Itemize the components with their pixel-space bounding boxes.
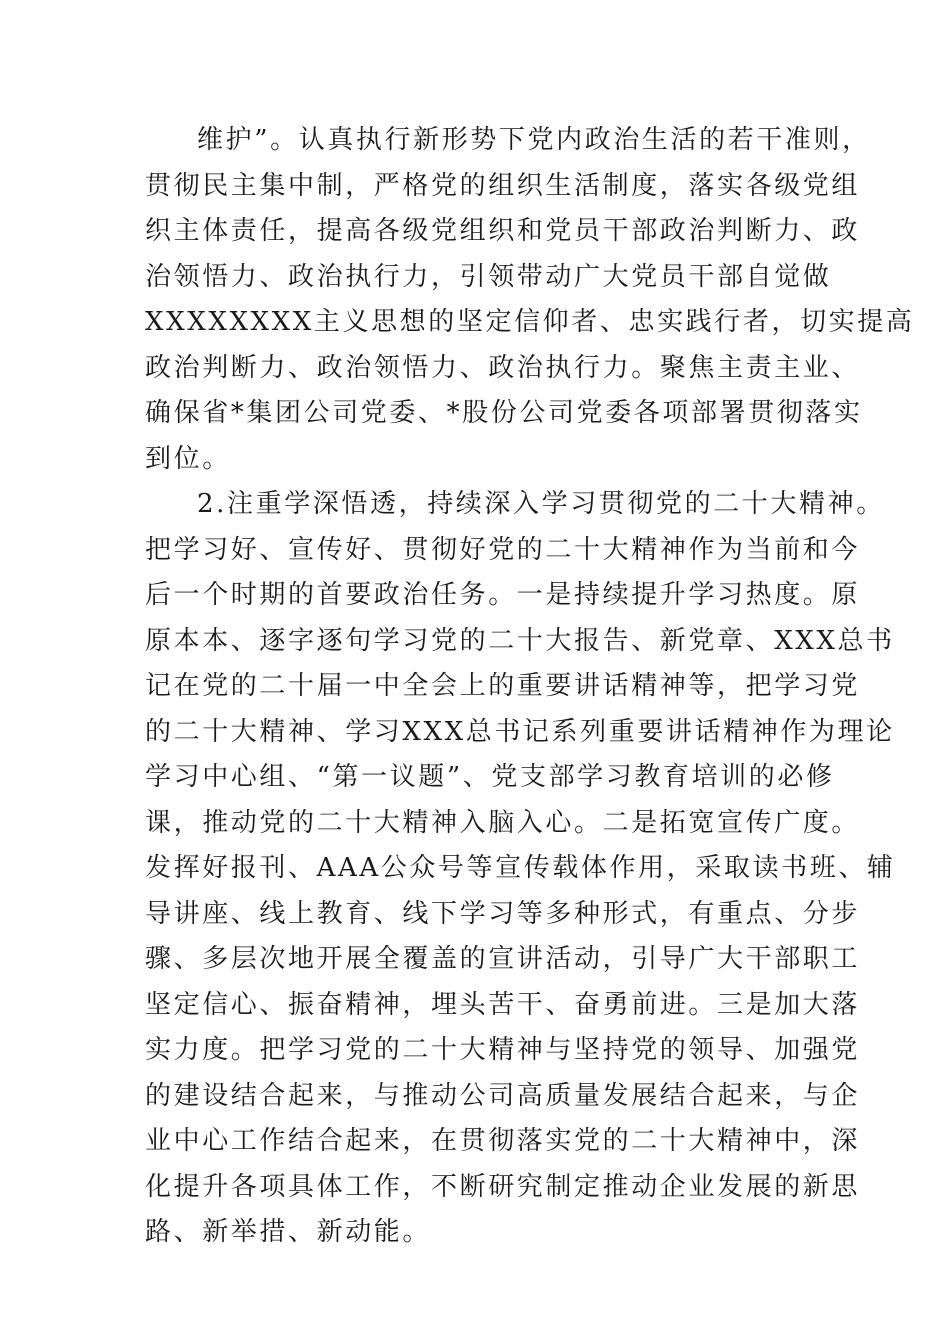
text-line: 织主体责任，提高各级党组织和党员干部政治判断力、政: [145, 216, 861, 246]
text-line: 化提升各项具体工作，不断研究制定推动企业发展的新思: [145, 1171, 861, 1202]
text-line: 导讲座、线上教育、线下学习等多种形式，有重点、分步: [145, 898, 861, 929]
body-text: [145, 118, 915, 1256]
text-line: 维护”。认真执行新形势下党内政治生活的若干准则，: [197, 125, 871, 155]
text-line: 学习中心组、“第一议题”、党支部学习教育培训的必修: [145, 762, 835, 792]
text-line: 政治判断力、政治领悟力、政治执行力。聚焦主责主业、: [145, 352, 861, 383]
text-line: 发挥好报刊、AAA公众号等宣传载体作用，采取读书班、辅: [145, 853, 896, 883]
paragraph-party-discipline: [145, 118, 915, 482]
text-line: 业中心工作结合起来，在贯彻落实党的二十大精神中，深: [145, 1126, 861, 1156]
text-line: 的二十大精神、学习XXX总书记系列重要讲话精神作为理论: [145, 716, 895, 747]
text-line: 到位。: [145, 443, 231, 474]
text-line: 课，推动党的二十大精神入脑入心。二是拓宽宣传广度。: [145, 807, 861, 838]
text-line: XXXXXXXX主义思想的坚定信仰者、忠实践行者，切实提高: [145, 307, 915, 337]
paragraph-study-spirit: [145, 482, 896, 1256]
text-line: 后一个时期的首要政治任务。一是持续提升学习热度。原: [145, 580, 861, 610]
text-line: 实力度。把学习党的二十大精神与坚持党的领导、加强党: [145, 1035, 861, 1065]
text-line: 骤、多层次地开展全覆盖的宣讲活动，引导广大干部职工: [145, 944, 861, 974]
text-line: 的建设结合起来，与推动公司高质量发展结合起来，与企: [145, 1080, 861, 1111]
text-line: 记在党的二十届一中全会上的重要讲话精神等，把学习党: [145, 671, 861, 701]
text-line: 贯彻民主集中制，严格党的组织生活制度，落实各级党组: [145, 170, 861, 201]
text-line: 坚定信心、振奋精神，埋头苦干、奋勇前进。三是加大落: [145, 989, 861, 1020]
text-line: 路、新举措、新动能。: [145, 1217, 432, 1247]
text-line: 治领悟力、政治执行力，引领带动广大党员干部自觉做: [145, 261, 832, 292]
text-line: 原本本、逐字逐句学习党的二十大报告、新党章、XXX总书: [145, 625, 895, 656]
text-line: 2.注重学深悟透，持续深入学习贯彻党的二十大精神。: [197, 489, 885, 519]
text-line: 确保省*集团公司党委、*股份公司党委各项部署贯彻落实: [145, 398, 863, 428]
text-line: 把学习好、宣传好、贯彻好党的二十大精神作为当前和今: [145, 534, 861, 565]
